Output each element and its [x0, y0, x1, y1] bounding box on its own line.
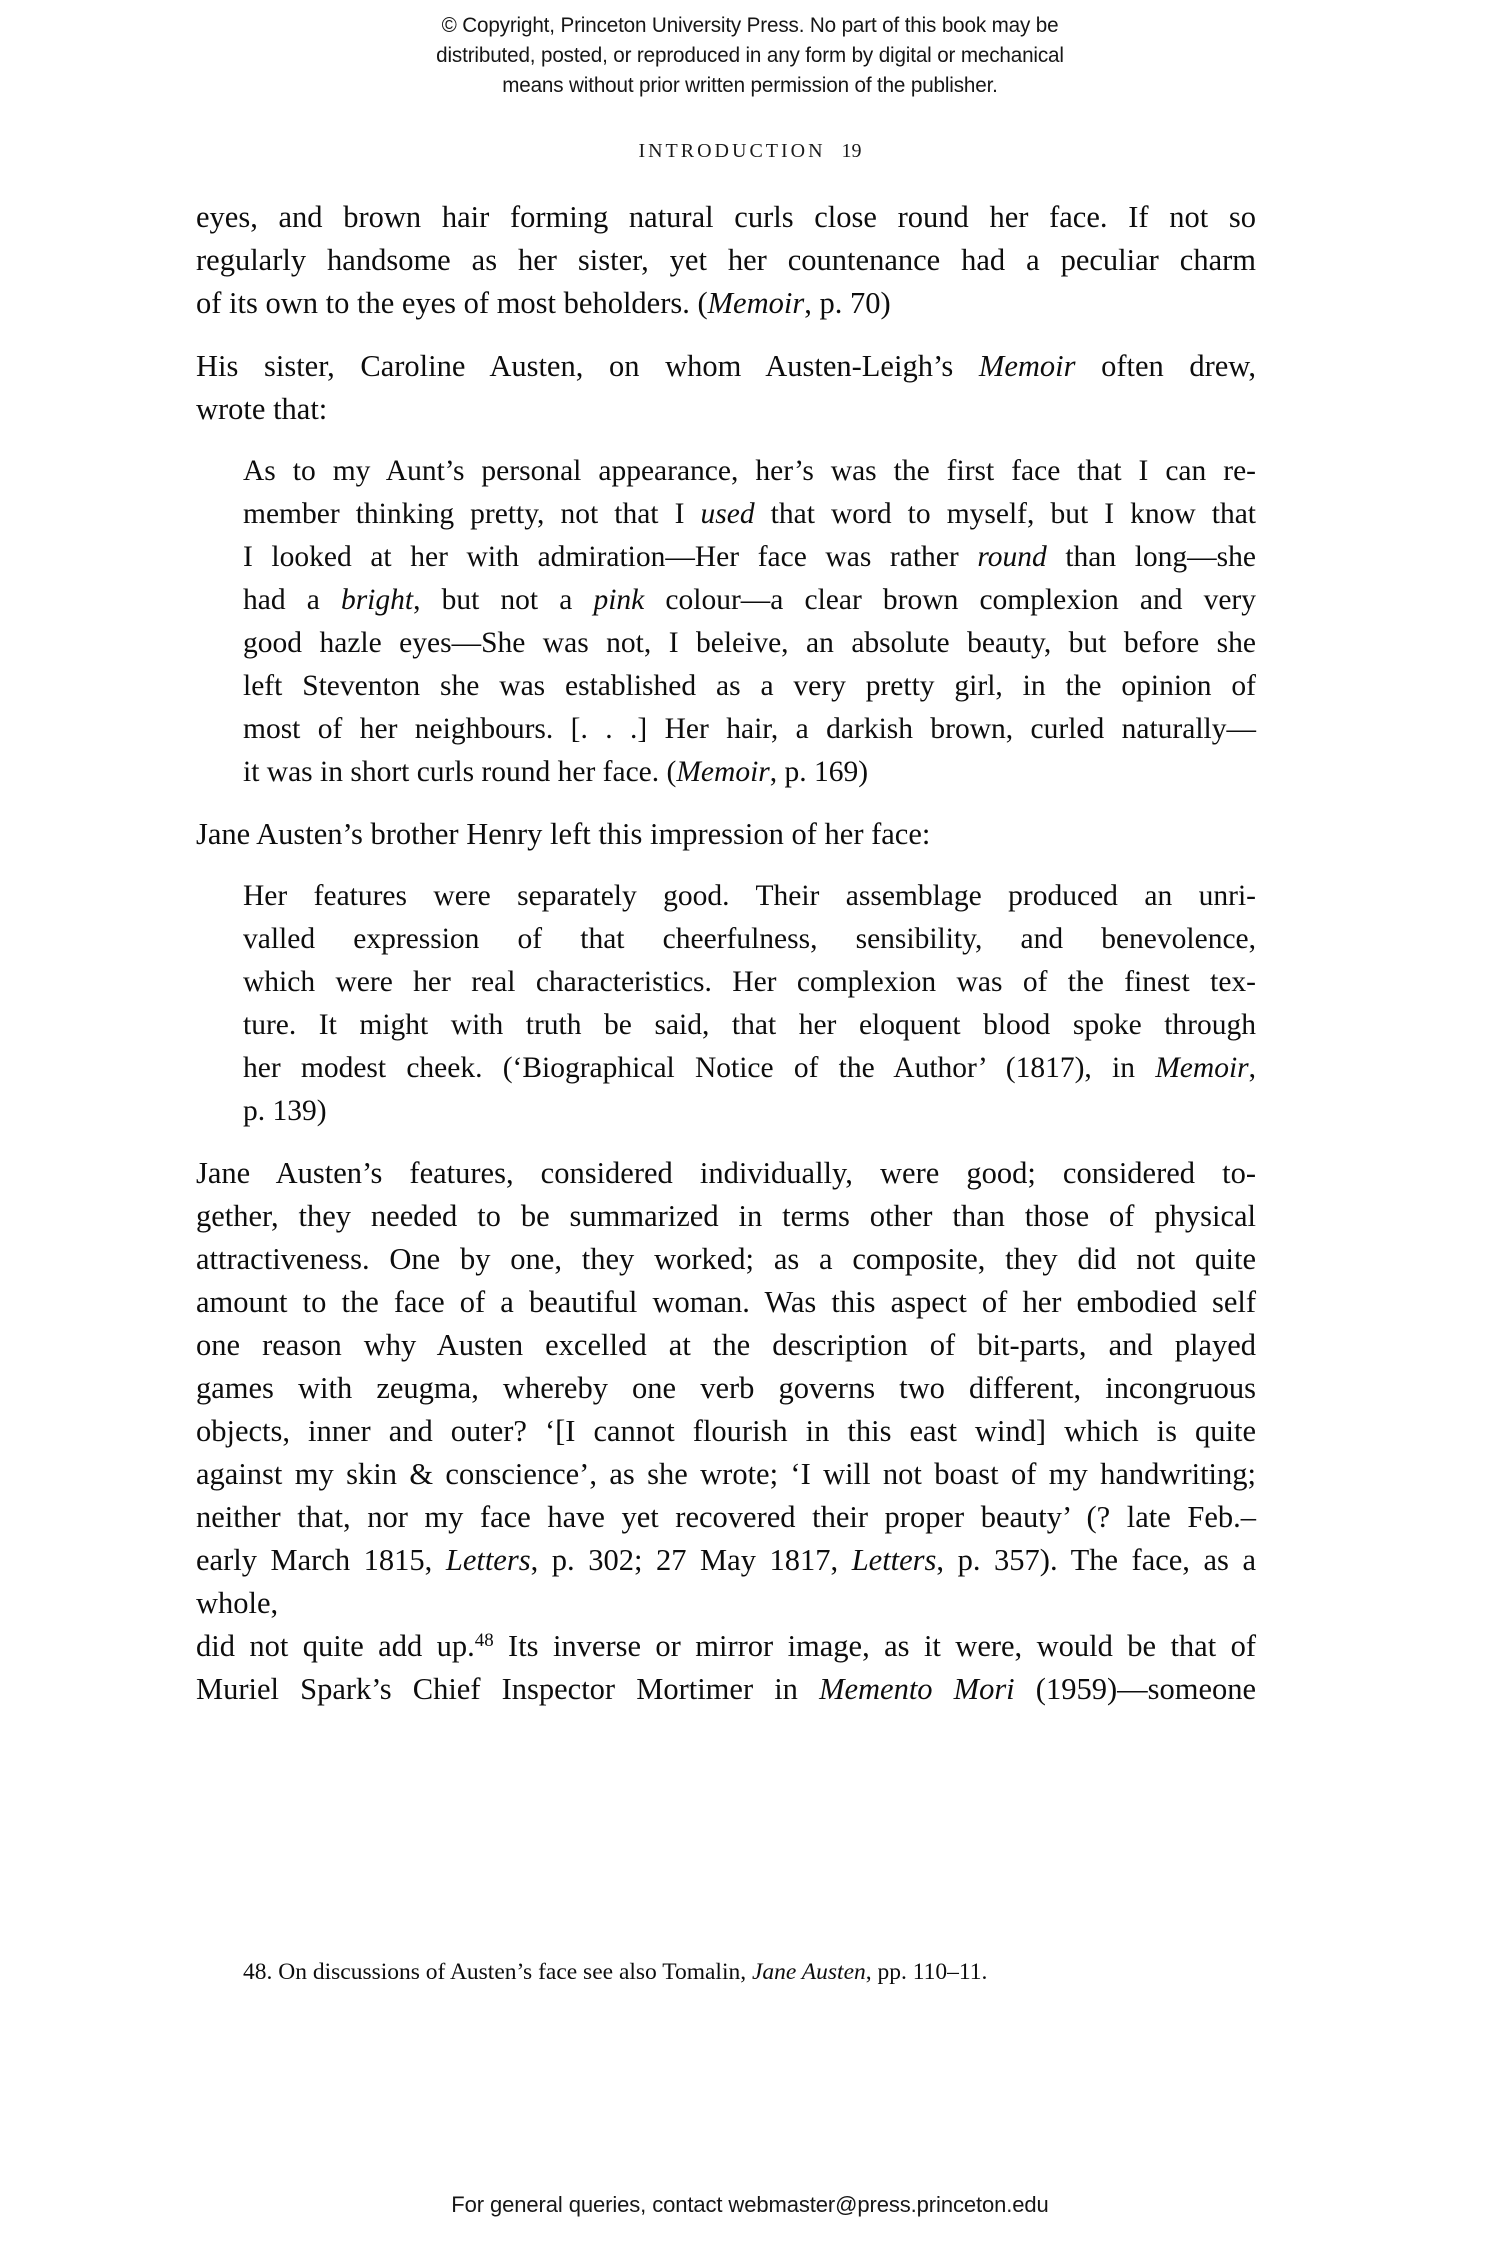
quote-line: ture. It might with truth be said, that her eloquent blood spoke through [243, 1009, 1256, 1041]
quote-line: left Steventon she was established as a very pretty girl, in the opinion of [243, 670, 1256, 702]
italic-emphasis: bright [340, 584, 414, 616]
italic-title: Letters [445, 1543, 531, 1577]
italic-title: Memoir [707, 286, 805, 320]
quote-line: member thinking pretty, not that I used that word to myself, but I know that [243, 498, 1256, 530]
text-line: gether, they needed to be summarized in terms other than those of physical [196, 1199, 1256, 1233]
quote-line: which were her real characteristics. Her complexion was of the finest tex- [243, 966, 1256, 998]
text-line: Muriel Spark’s Chief Inspector Mortimer in Memento Mori (1959)—someone [196, 1672, 1257, 1706]
italic-emphasis: round [977, 541, 1047, 573]
text-line: early March 1815, Letters, p. 302; 27 May 1817, Letters, p. 357). The face, as a whole, [196, 1543, 1264, 1620]
text-line: of its own to the eyes of most beholders. (Memoir, p. 70) [196, 286, 891, 320]
footnote-reference-48[interactable]: 48 [474, 1630, 494, 1652]
running-head-title: INTRODUCTION [638, 140, 826, 162]
text-line: His sister, Caroline Austen, on whom Austen-Leigh’s Memoir often drew, [196, 349, 1256, 383]
copyright-line-1: © Copyright, Princeton University Press. No part of this book may be [441, 13, 1059, 37]
text-line: attractiveness. One by one, they worked; as a composite, they did not quite [196, 1242, 1256, 1276]
footnote-text: 48. On discussions of Austen’s face see also Tomalin, [243, 1959, 752, 1985]
quote-line: As to my Aunt’s personal appearance, her’s was the first face that I can re- [243, 455, 1256, 487]
quote-line: her modest cheek. (‘Biographical Notice of the Author’ (1817), in Memoir, [243, 1052, 1256, 1084]
footnote-48 [243, 1955, 1253, 1989]
footnote-pages: , pp. 110–11. [865, 1959, 988, 1985]
copyright-notice [0, 10, 1500, 100]
text-line: eyes, and brown hair forming natural curls close round her face. If not so [196, 200, 1256, 234]
paragraph-caroline-intro [196, 345, 1256, 431]
italic-emphasis: pink [593, 584, 645, 616]
italic-emphasis: used [700, 498, 755, 530]
quote-line: I looked at her with admiration—Her face was rather round than long—she [243, 541, 1257, 573]
blockquote-caroline-austen [196, 450, 1256, 794]
italic-title: Letters [851, 1543, 937, 1577]
text-line: regularly handsome as her sister, yet her countenance had a peculiar charm [196, 243, 1256, 277]
text-line: did not quite add up.$^{48}$ Its inverse or mirror image, as it were, would be that of [196, 1629, 1256, 1663]
page-number: 19 [841, 140, 862, 162]
quote-line: p. 139) [243, 1095, 327, 1127]
text-line: objects, inner and outer? ‘[I cannot flourish in this east wind] which is quite [196, 1414, 1256, 1448]
text-line: against my skin & conscience’, as she wrote; ‘I will not boast of my handwriting; [196, 1457, 1256, 1491]
italic-title: Memoir [978, 349, 1076, 383]
text-line: neither that, nor my face have yet recovered their proper beauty’ (? late Feb.– [196, 1500, 1256, 1534]
quote-line: valled expression of that cheerfulness, sensibility, and benevolence, [243, 923, 1256, 955]
paragraph-henry-intro [196, 813, 1256, 856]
copyright-line-3: means without prior written permission of the publisher. [502, 73, 998, 97]
quote-line: good hazle eyes—She was not, I beleive, an absolute beauty, but before she [243, 627, 1256, 659]
quote-line: had a bright, but not a pink colour—a clear brown complexion and very [243, 584, 1256, 616]
running-head [0, 140, 1500, 163]
page-footer-contact: For general queries, contact webmaster@press.princeton.edu [451, 2192, 1049, 2217]
quote-line: Her features were separately good. Their assemblage produced an unri- [243, 880, 1256, 912]
italic-title: Memoir [1155, 1052, 1249, 1084]
italic-title: Jane Austen [751, 1959, 866, 1985]
italic-title: Memoir [676, 756, 770, 788]
copyright-line-2: distributed, posted, or reproduced in any form by digital or mechanical [436, 43, 1064, 67]
page-text-block [196, 196, 1264, 1711]
paragraph-analysis [196, 1152, 1264, 1711]
text-line: amount to the face of a beautiful woman. Was this aspect of her embodied self [196, 1285, 1256, 1319]
text-line: wrote that: [196, 392, 328, 426]
text-line: Jane Austen’s features, considered individually, were good; considered to- [196, 1156, 1256, 1190]
text-line: Jane Austen’s brother Henry left this impression of her face: [196, 817, 931, 851]
text-line: games with zeugma, whereby one verb governs two different, incongruous [196, 1371, 1256, 1405]
blockquote-henry-austen [196, 875, 1256, 1133]
quote-line: it was in short curls round her face. (Memoir, p. 169) [243, 756, 869, 788]
text-line: one reason why Austen excelled at the description of bit-parts, and played [196, 1328, 1256, 1362]
paragraph-continuation [196, 196, 1256, 325]
quote-line: most of her neighbours. [. . .] Her hair, a darkish brown, curled naturally— [243, 713, 1256, 745]
italic-title: Memento Mori [819, 1672, 1015, 1706]
